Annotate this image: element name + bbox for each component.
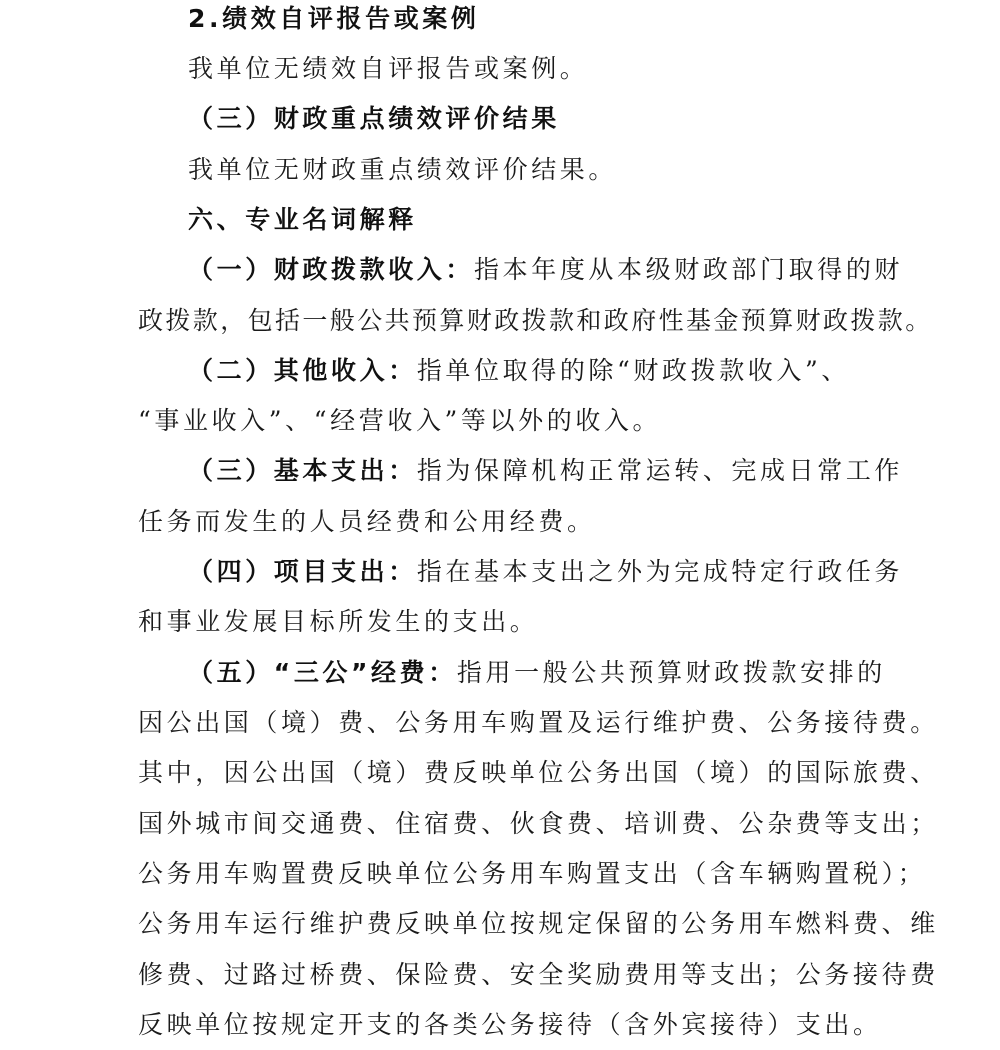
glossary-item-project-expenditure (188, 547, 903, 597)
term-three-public-expenses: （五）“三公”经费： (188, 658, 457, 687)
definition-line: 公务用车购置费反映单位公务用车购置支出（含车辆购置税）； (138, 859, 927, 888)
glossary-item-basic-expenditure (188, 446, 903, 496)
definition-line: 反映单位按规定开支的各类公务接待（含外宾接待）支出。 (138, 1010, 882, 1039)
glossary-item-fiscal-appropriation (188, 245, 903, 295)
definition-line: 指为保障机构正常运转、完成日常工作 (416, 456, 904, 485)
glossary-item-other-income (188, 346, 850, 396)
definition-line: 修费、过路过桥费、保险费、安全奖励费用等支出；公务接待费 (138, 960, 939, 989)
term-other-income: （二）其他收入： (188, 356, 417, 385)
heading-key-evaluation: （三）财政重点绩效评价结果 (188, 104, 560, 133)
definition-line: 指用一般公共预算财政拨款安排的 (456, 658, 886, 687)
definition-line: “事业收入”、“经营收入”等以外的收入。 (138, 406, 662, 435)
definition-line: 政拨款，包括一般公共预算财政拨款和政府性基金预算财政拨款。 (138, 306, 933, 335)
paragraph-self-evaluation: 我单位无绩效自评报告或案例。 (188, 54, 589, 83)
heading-glossary: 六、专业名词解释 (188, 205, 417, 234)
definition-line: 指单位取得的除“财政拨款收入”、 (416, 356, 850, 385)
definition-line: 其中，因公出国（境）费反映单位公务出国（境）的国际旅费、 (138, 758, 939, 787)
term-project-expenditure: （四）项目支出： (188, 557, 417, 586)
definition-line: 指本年度从本级财政部门取得的财 (474, 255, 904, 284)
glossary-item-three-public-expenses (188, 648, 886, 698)
definition-line: 和事业发展目标所发生的支出。 (138, 607, 539, 636)
paragraph-key-evaluation: 我单位无财政重点绩效评价结果。 (188, 155, 618, 184)
heading-self-evaluation: 2.绩效自评报告或案例 (188, 4, 480, 33)
definition-line: 公务用车运行维护费反映单位按规定保留的公务用车燃料费、维 (138, 909, 939, 938)
definition-line: 任务而发生的人员经费和公用经费。 (138, 507, 596, 536)
term-fiscal-appropriation: （一）财政拨款收入： (188, 255, 475, 284)
definition-line: 国外城市间交通费、住宿费、伙食费、培训费、公杂费等支出； (138, 809, 939, 838)
term-basic-expenditure: （三）基本支出： (188, 456, 417, 485)
definition-line: 因公出国（境）费、公务用车购置及运行维护费、公务接待费。 (138, 708, 939, 737)
definition-line: 指在基本支出之外为完成特定行政任务 (416, 557, 904, 586)
